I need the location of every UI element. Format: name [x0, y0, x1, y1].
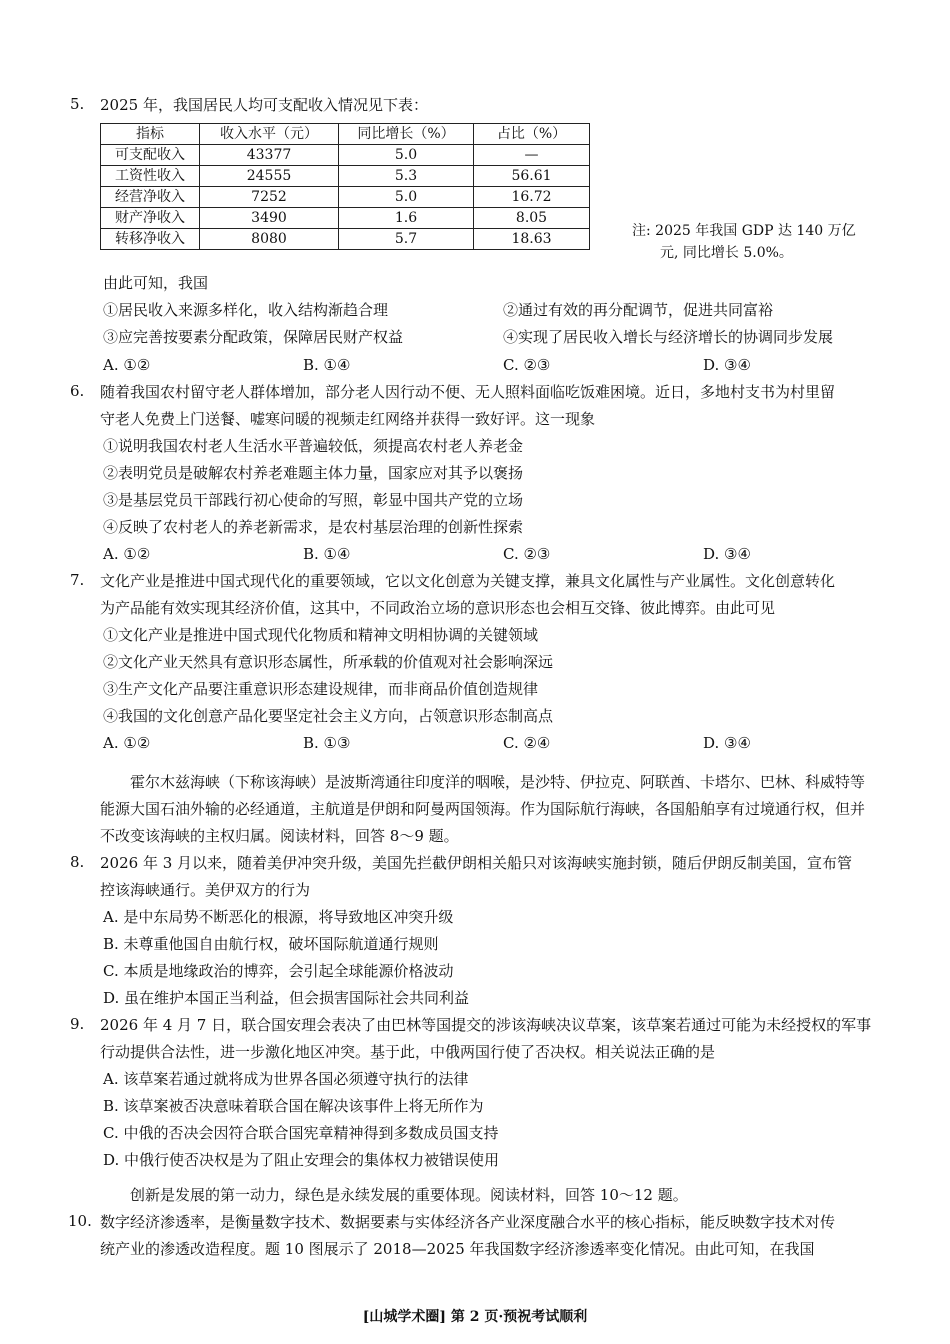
reading-material: 创新是发展的第一动力，绿色是永续发展的重要体现。阅读材料，回答 10～12 题。: [130, 1186, 688, 1204]
question-6-statement-4: ④反映了农村老人的养老新需求，是农村基层治理的创新性探索: [103, 518, 524, 536]
table-row: [101, 208, 590, 229]
question-7-statement-4: ④我国的文化创意产品化要坚定社会主义方向，占领意识形态制高点: [103, 707, 554, 725]
table-cell: 7252: [200, 187, 339, 208]
table-row: [101, 187, 590, 208]
question-8-option-b[interactable]: B. 未尊重他国自由航行权，破坏国际航道通行规则: [103, 935, 439, 953]
question-6-option-d[interactable]: D. ③④: [703, 545, 751, 563]
question-5-number: 5.: [70, 95, 85, 113]
question-8-stem: 2026 年 3 月以来，随着美伊冲突升级，美国先拦截伊朗相关船只对该海峡实施封锁，随后伊朗反制美国，宣布管: [100, 854, 853, 872]
table-cell: 5.7: [339, 229, 474, 250]
question-7-statement-3: ③生产文化产品要注重意识形态建设规律，而非商品价值创造规律: [103, 680, 539, 698]
table-cell: 经营净收入: [101, 187, 200, 208]
question-9-number: 9.: [70, 1015, 85, 1033]
question-5-option-a[interactable]: A. ①②: [103, 356, 151, 374]
question-10-number: 10.: [68, 1212, 92, 1230]
table-cell: 3490: [200, 208, 339, 229]
page-footer: [山城学术圈] 第 2 页·预祝考试顺利: [362, 1309, 588, 1325]
question-9-option-a[interactable]: A. 该草案若通过就将成为世界各国必须遵守执行的法律: [103, 1070, 469, 1088]
question-9-option-c[interactable]: C. 中俄的否决会因符合联合国宪章精神得到多数成员国支持: [103, 1124, 499, 1142]
question-10-stem: 统产业的渗透改造程度。题 10 图展示了 2018—2025 年我国数字经济渗透率变化情况。由此可知，在我国: [100, 1240, 815, 1258]
question-5-statement-3: ③应完善按要素分配政策，保障居民财产权益: [103, 328, 404, 346]
table-row: [101, 145, 590, 166]
question-10-stem: 数字经济渗透率，是衡量数字技术、数据要素与实体经济各产业深度融合水平的核心指标，能反映数字技术对传: [100, 1213, 836, 1231]
question-6-stem: 守老人免费上门送餐、嘘寒问暖的视频走红网络并获得一致好评。这一现象: [100, 410, 596, 428]
question-5-lead: 由此可知，我国: [103, 274, 209, 292]
table-cell: 8080: [200, 229, 339, 250]
table-cell: 5.0: [339, 187, 474, 208]
question-5-statement-1: ①居民收入来源多样化，收入结构渐趋合理: [103, 301, 389, 319]
question-5-option-d[interactable]: D. ③④: [703, 356, 751, 374]
table-header: 指标: [101, 124, 200, 145]
table-row: [101, 229, 590, 250]
table-cell: 16.72: [474, 187, 590, 208]
question-6-statement-1: ①说明我国农村老人生活水平普遍较低，须提高农村老人养老金: [103, 437, 524, 455]
table-row: [101, 166, 590, 187]
income-table: [100, 123, 590, 250]
table-cell: 43377: [200, 145, 339, 166]
question-5-statement-4: ④实现了居民收入增长与经济增长的协调同步发展: [503, 328, 834, 346]
question-7-stem: 文化产业是推进中国式现代化的重要领域，它以文化创意为关键支撑，兼具文化属性与产业属性。文化创意转化: [100, 572, 836, 590]
table-cell: 工资性收入: [101, 166, 200, 187]
question-9-stem: 2026 年 4 月 7 日，联合国安理会表决了由巴林等国提交的涉该海峡决议草案，该草案若通过可能为未经授权的军事: [100, 1016, 872, 1034]
question-7-option-d[interactable]: D. ③④: [703, 734, 751, 752]
question-6-statement-2: ②表明党员是破解农村养老难题主体力量，国家应对其予以褒扬: [103, 464, 524, 482]
question-7-option-b[interactable]: B. ①③: [303, 734, 351, 752]
question-7-stem: 为产品能有效实现其经济价值，这其中，不同政治立场的意识形态也会相互交锋、彼此博弈。由此可见: [100, 599, 776, 617]
table-cell: 5.0: [339, 145, 474, 166]
table-header-row: [101, 124, 590, 145]
question-6-statement-3: ③是基层党员干部践行初心使命的写照，彰显中国共产党的立场: [103, 491, 524, 509]
question-8-number: 8.: [70, 853, 85, 871]
table-header: 占比（%）: [474, 124, 590, 145]
question-6-option-c[interactable]: C. ②③: [503, 545, 551, 563]
question-5-option-b[interactable]: B. ①④: [303, 356, 351, 374]
reading-material: 不改变该海峡的主权归属。阅读材料，回答 8～9 题。: [100, 827, 459, 845]
question-5-option-c[interactable]: C. ②③: [503, 356, 551, 374]
question-8-stem: 控该海峡通行。美伊双方的行为: [100, 881, 311, 899]
table-cell: 转移净收入: [101, 229, 200, 250]
question-7-option-c[interactable]: C. ②④: [503, 734, 551, 752]
question-8-option-d[interactable]: D. 虽在维护本国正当利益，但会损害国际社会共同利益: [103, 989, 470, 1007]
table-cell: 5.3: [339, 166, 474, 187]
table-cell: —: [474, 145, 590, 166]
question-5-stem: 2025 年，我国居民人均可支配收入情况见下表：: [100, 96, 428, 114]
question-6-option-b[interactable]: B. ①④: [303, 545, 351, 563]
question-7-option-a[interactable]: A. ①②: [103, 734, 151, 752]
table-note-line: 注: 2025 年我国 GDP 达 140 万亿: [632, 223, 856, 239]
table-cell: 18.63: [474, 229, 590, 250]
table-cell: 可支配收入: [101, 145, 200, 166]
table-cell: 56.61: [474, 166, 590, 187]
table-note: [632, 220, 856, 264]
reading-material: 能源大国石油外输的必经通道，主航道是伊朗和阿曼两国领海。作为国际航行海峡，各国船舶享有过境通行权，但并: [100, 800, 866, 818]
question-8-option-c[interactable]: C. 本质是地缘政治的博弈，会引起全球能源价格波动: [103, 962, 454, 980]
table-note-line: 元, 同比增长 5.0%。: [660, 245, 793, 261]
table-cell: 1.6: [339, 208, 474, 229]
table-cell: 24555: [200, 166, 339, 187]
table-cell: 财产净收入: [101, 208, 200, 229]
question-8-option-a[interactable]: A. 是中东局势不断恶化的根源，将导致地区冲突升级: [103, 908, 454, 926]
table-cell: 8.05: [474, 208, 590, 229]
question-6-stem: 随着我国农村留守老人群体增加，部分老人因行动不便、无人照料面临吃饭难困境。近日，多地村支书为村里留: [100, 383, 836, 401]
question-7-statement-2: ②文化产业天然具有意识形态属性，所承载的价值观对社会影响深远: [103, 653, 554, 671]
table-header: 收入水平（元）: [200, 124, 339, 145]
question-7-statement-1: ①文化产业是推进中国式现代化物质和精神文明相协调的关键领域: [103, 626, 539, 644]
question-9-option-d[interactable]: D. 中俄行使否决权是为了阻止安理会的集体权力被错误使用: [103, 1151, 500, 1169]
question-6-option-a[interactable]: A. ①②: [103, 545, 151, 563]
question-5-statement-2: ②通过有效的再分配调节，促进共同富裕: [503, 301, 774, 319]
question-9-stem: 行动提供合法性，进一步激化地区冲突。基于此，中俄两国行使了否决权。相关说法正确的是: [100, 1043, 716, 1061]
table-header: 同比增长（%）: [339, 124, 474, 145]
reading-material: 霍尔木兹海峡（下称该海峡）是波斯湾通往印度洋的咽喉，是沙特、伊拉克、阿联酋、卡塔尔、巴林、科威特等: [130, 773, 866, 791]
question-7-number: 7.: [70, 571, 85, 589]
question-9-option-b[interactable]: B. 该草案被否决意味着联合国在解决该事件上将无所作为: [103, 1097, 484, 1115]
question-6-number: 6.: [70, 382, 85, 400]
